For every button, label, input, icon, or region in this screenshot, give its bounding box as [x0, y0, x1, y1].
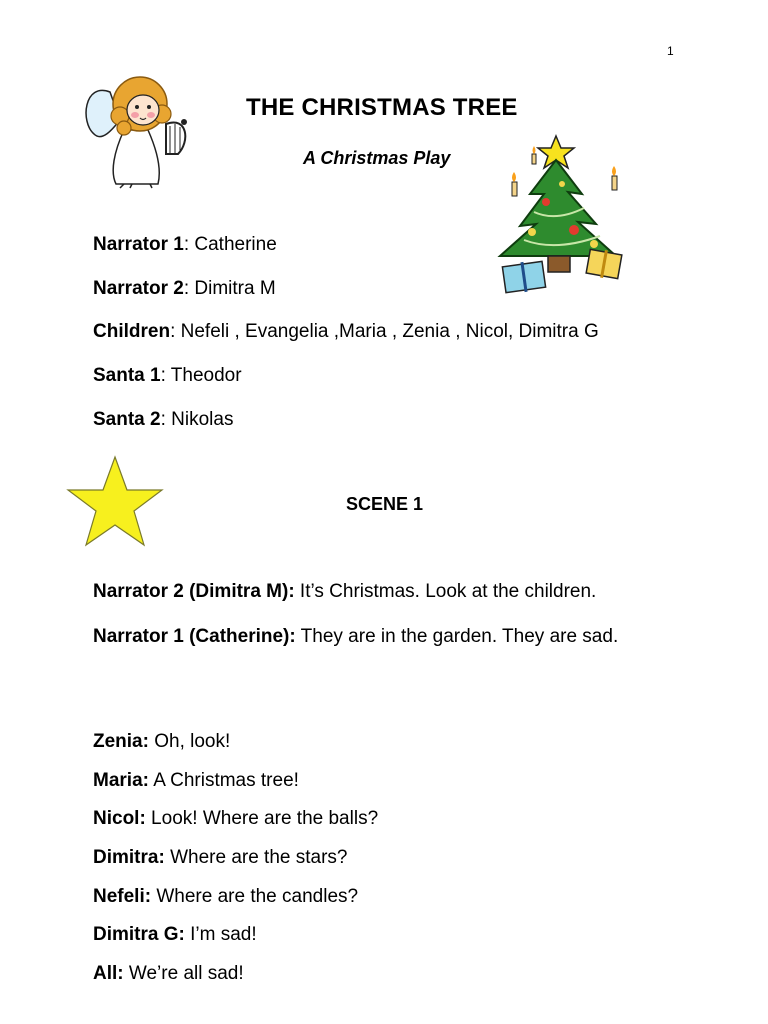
dialogue-line: Zenia: Oh, look!: [93, 731, 231, 752]
play-subtitle: A Christmas Play: [303, 148, 451, 168]
dialogue-line: Narrator 1 (Catherine): They are in the garden. They are sad.: [93, 626, 619, 647]
cast-santa-2: Santa 2: Nikolas: [93, 409, 234, 430]
dialogue-line: All: We’re all sad!: [93, 963, 244, 984]
cast-children: Children: Nefeli , Evangelia ,Maria , Zenia , Nicol, Dimitra G: [93, 321, 599, 342]
cast-narrator-2: Narrator 2: Dimitra M: [93, 278, 276, 299]
dialogue-line: Dimitra G: I’m sad!: [93, 924, 257, 945]
dialogue-line: Maria: A Christmas tree!: [93, 770, 299, 791]
christmas-tree-illustration: [484, 132, 644, 298]
cast-santa-1: Santa 1: Theodor: [93, 365, 242, 386]
dialogue-line: Dimitra: Where are the stars?: [93, 847, 348, 868]
star-icon: [66, 454, 164, 548]
dialogue-line: Nefeli: Where are the candles?: [93, 886, 359, 907]
play-title: THE CHRISTMAS TREE: [246, 94, 518, 121]
dialogue-line: Narrator 2 (Dimitra M): It’s Christmas. Look at the children.: [93, 581, 597, 602]
cast-narrator-1: Narrator 1: Catherine: [93, 234, 277, 255]
page-number: 1: [667, 44, 674, 58]
scene-heading: SCENE 1: [346, 494, 424, 514]
angel-illustration: [80, 72, 198, 190]
dialogue-line: Nicol: Look! Where are the balls?: [93, 808, 379, 829]
